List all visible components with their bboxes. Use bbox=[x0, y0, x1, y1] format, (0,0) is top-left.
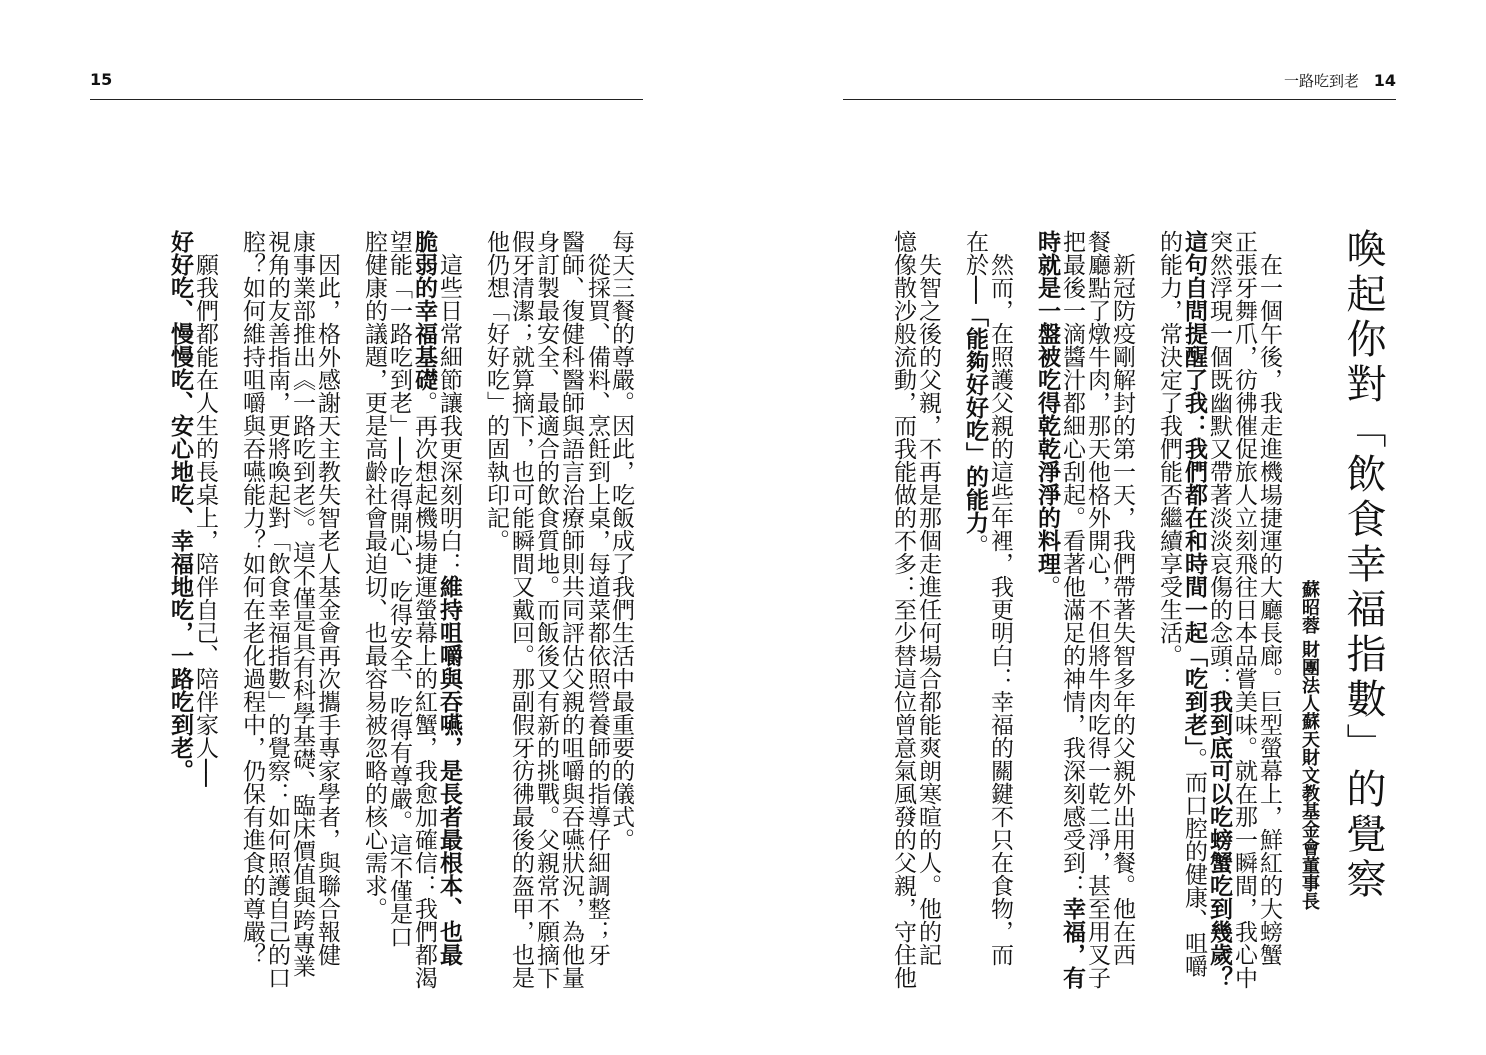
right-text-column bbox=[1232, 230, 1255, 989]
right-text-column bbox=[988, 230, 1011, 966]
left-text-column bbox=[290, 230, 313, 978]
body-text: 他仍想「好好吃」的固執印記。 bbox=[483, 230, 509, 552]
body-text: 每天三餐的尊嚴。因此，吃飯成了我們生活中最重要的儀式。 bbox=[608, 230, 634, 851]
right-text-column bbox=[916, 230, 939, 966]
body-text: 在於── bbox=[962, 230, 988, 304]
right-text-column bbox=[1207, 230, 1230, 989]
body-text: 腔？如何維持咀嚼與吞嚥能力？如何在老化過程中，仍保有進食的尊嚴？ bbox=[239, 230, 265, 966]
running-head-title: 一路吃到老 bbox=[1283, 72, 1359, 90]
right-text-column bbox=[1182, 230, 1205, 978]
body-text: 康事業部推出《一路吃到老》。這不僅是具有科學基礎、臨床價值與跨專業 bbox=[289, 230, 315, 978]
emphasis-text: 「能夠好好吃」的能力 bbox=[962, 303, 988, 534]
left-text-column bbox=[265, 230, 288, 989]
body-text: 因此，格外感謝天主教失智老人基金會再次攜手專家學者，與聯合報健 bbox=[314, 230, 340, 966]
right-text-column bbox=[1085, 230, 1108, 989]
left-text-column bbox=[509, 230, 532, 989]
left-text-column bbox=[240, 230, 263, 966]
body-text: 醫師、復健科醫師與語言治療師則共同評估父親的咀嚼與吞嚥狀況，為他量 bbox=[558, 230, 584, 989]
left-text-column bbox=[585, 230, 608, 966]
left-text-column bbox=[315, 230, 338, 966]
body-text: 從採買、備料、烹飪到上桌，每道菜都依照營養師的指導仔細調整；牙 bbox=[584, 230, 610, 966]
body-text: 失智之後的父親，不再是那個走進任何場合都能爽朗寒暄的人。他的記 bbox=[915, 230, 941, 966]
right-text-column bbox=[891, 230, 914, 989]
emphasis-text: 脆弱的幸福基礎 bbox=[411, 230, 437, 391]
emphasis-text: 幸福，有 bbox=[1059, 897, 1085, 989]
emphasis-text: 好好吃、慢慢吃、安心地吃、幸福地吃，一路吃到老。 bbox=[167, 230, 193, 782]
right-text-column bbox=[1035, 230, 1058, 598]
body-text: 餐廳點了燉牛肉，那天他格外開心，不但將牛肉吃得一乾二淨，甚至用叉子 bbox=[1084, 230, 1110, 989]
left-text-column bbox=[168, 230, 191, 782]
body-text: 願我們都能在人生的長桌上，陪伴自己、陪伴家人── bbox=[192, 230, 218, 787]
body-text: 。而口腔的健康、咀嚼 bbox=[1181, 747, 1207, 978]
page-number-right: 14 bbox=[1373, 71, 1396, 90]
body-text: 身訂製最安全、最適合的飲食質地。而飯後又有新的挑戰。父親常不願摘下 bbox=[533, 230, 559, 989]
body-text: 望能「一路吃到老」──吃得開心、吃得安全、吃得有尊嚴。這不僅是口 bbox=[386, 230, 412, 948]
left-text-column bbox=[484, 230, 507, 552]
article-title: 喚起你對「飲食幸福指數」的覺察 bbox=[1340, 228, 1386, 903]
emphasis-text: 這句自問提醒了我：我們都在和時間一起「吃到老」 bbox=[1181, 230, 1207, 748]
body-text: 。再次想起機場捷運螢幕上的紅蟹，我愈加確信：我們都渴 bbox=[411, 391, 437, 989]
right-text-column bbox=[1157, 230, 1180, 667]
body-text: 假牙清潔；就算摘下，也可能瞬間又戴回。那副假牙彷彿最後的盔甲，也是 bbox=[508, 230, 534, 989]
left-text-column bbox=[437, 230, 460, 966]
left-text-column bbox=[534, 230, 557, 989]
emphasis-text: 時就是一盤被吃得乾乾淨淨的料理 bbox=[1034, 230, 1060, 575]
emphasis-text: 維持咀嚼與吞嚥，是長者最根本、也最 bbox=[436, 575, 462, 966]
header-rule-left bbox=[90, 99, 643, 100]
body-text: 。 bbox=[1034, 575, 1060, 598]
author-byline: 蘇昭蓉 財團法人蘇天財文教基金會董事長 bbox=[1299, 580, 1320, 911]
right-text-column bbox=[1110, 230, 1133, 966]
right-text-column bbox=[1060, 230, 1083, 989]
body-text: 視角的友善指南，更將喚起對「飲食幸福指數」的覺察：如何照護自己的口 bbox=[264, 230, 290, 989]
header-rule-right bbox=[843, 99, 1396, 100]
left-text-column bbox=[609, 230, 632, 851]
body-text: 在一個午後，我走進機場捷運的大廳長廊。巨型螢幕上，鮮紅的大螃蟹 bbox=[1256, 230, 1282, 966]
body-text: 的能力，常決定了我們能否繼續享受生活。 bbox=[1156, 230, 1182, 667]
body-text: 新冠防疫剛解封的第一天，我們帶著失智多年的父親外出用餐。他在西 bbox=[1109, 230, 1135, 966]
left-text-column bbox=[412, 230, 435, 989]
running-header-right bbox=[1284, 70, 1396, 91]
body-text: 腔健康的議題，更是高齡社會最迫切、也最容易被忽略的核心需求。 bbox=[361, 230, 387, 920]
body-text: 突然浮現一個既幽默又帶著淡淡哀傷的念頭： bbox=[1206, 230, 1232, 690]
body-text: 把最後一滴醬汁都細心刮起。看著他滿足的神情，我深刻感受到： bbox=[1059, 230, 1085, 897]
body-text: 然而，在照護父親的這些年裡，我更明白：幸福的關鍵不只在食物，而 bbox=[987, 230, 1013, 966]
left-text-column bbox=[193, 230, 216, 787]
left-text-column bbox=[559, 230, 582, 989]
body-text: 正張牙舞爪，彷彿催促旅人立刻飛往日本品嘗美味。就在那一瞬間，我心中 bbox=[1231, 230, 1257, 989]
page-number-left: 15 bbox=[90, 70, 113, 89]
body-text: 憶像散沙般流動，而我能做的不多：至少替這位曾意氣風發的父親，守住他 bbox=[890, 230, 916, 989]
left-text-column bbox=[387, 230, 410, 948]
body-text: 這些日常細節讓我更深刻明白： bbox=[436, 230, 462, 575]
right-text-column bbox=[963, 230, 986, 557]
body-text: 。 bbox=[962, 533, 988, 557]
left-text-column bbox=[362, 230, 385, 920]
right-text-column bbox=[1257, 230, 1280, 966]
emphasis-text: 我到底可以吃螃蟹吃到幾歲？ bbox=[1206, 690, 1232, 989]
